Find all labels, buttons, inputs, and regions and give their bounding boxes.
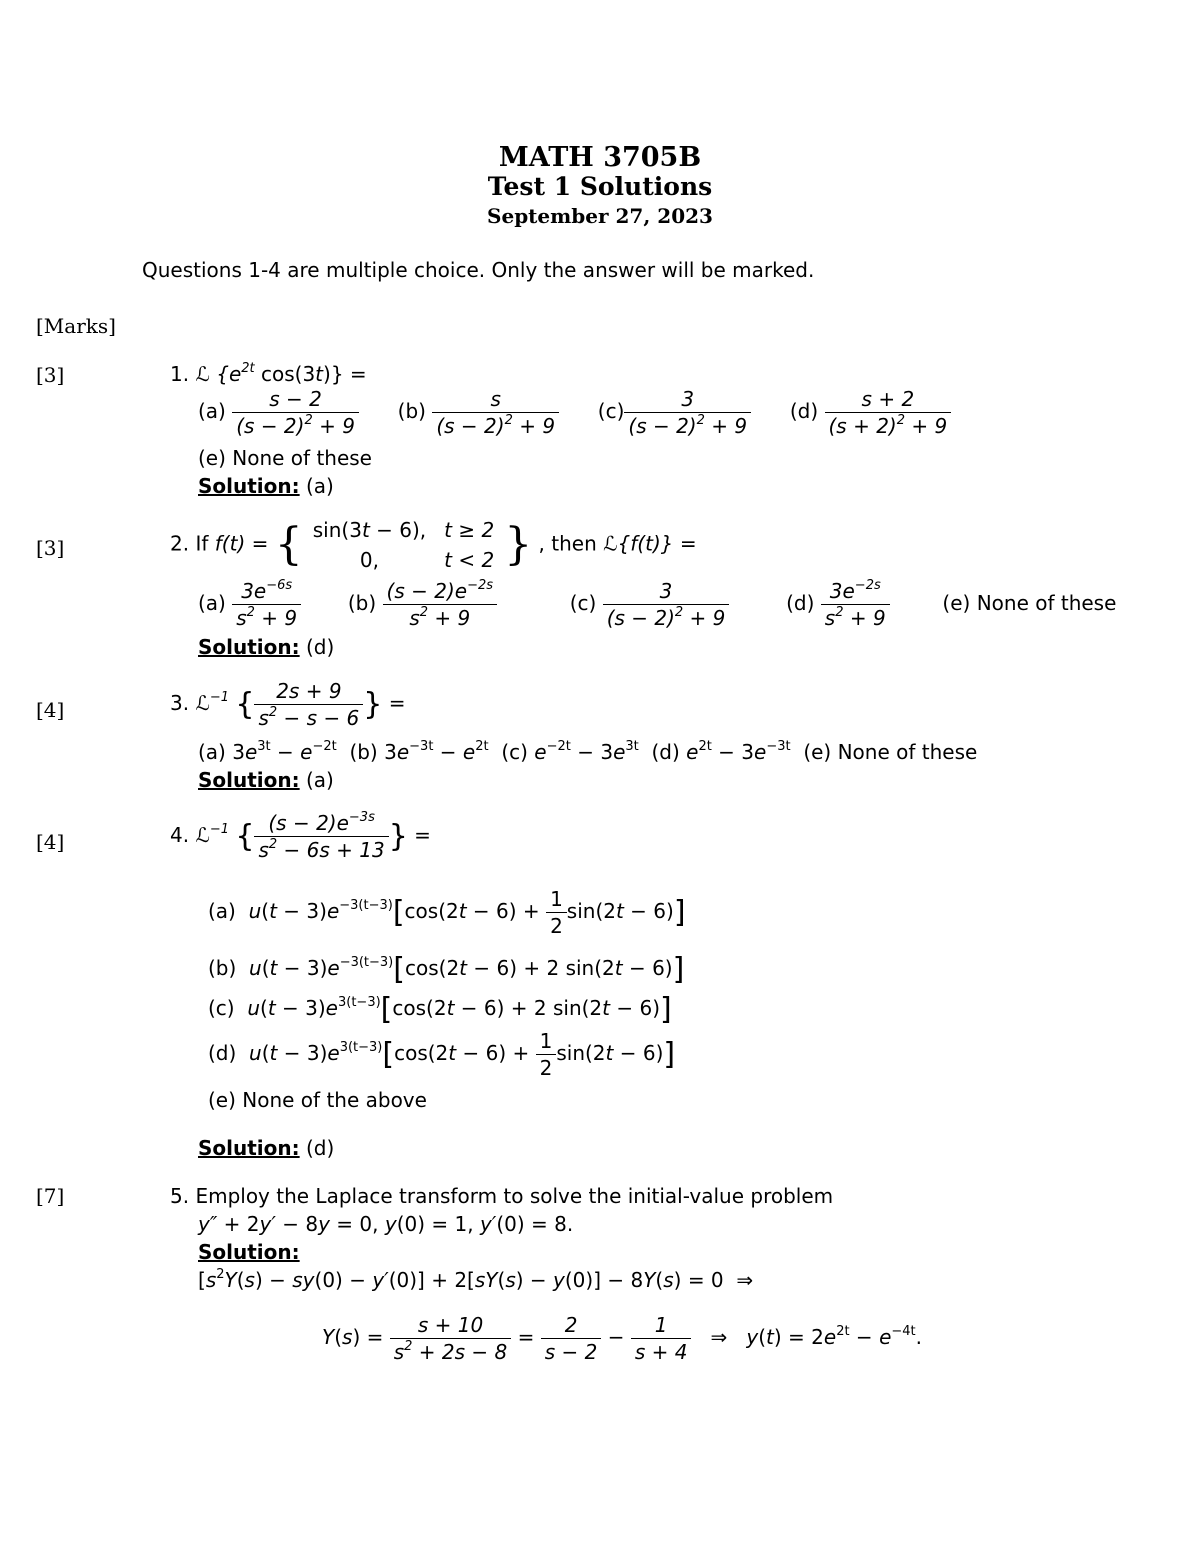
q3-number: 3. bbox=[170, 691, 190, 715]
q2-solution-answer: (d) bbox=[306, 635, 335, 659]
test-title: Test 1 Solutions bbox=[487, 172, 713, 201]
q1-option-d: (d) $\frac{s + 2}{(s + 2)^2 + 9}$ bbox=[790, 399, 951, 423]
q1-option-e: (e) None of these bbox=[198, 446, 372, 470]
q3-option-d: (d) $e^{2t} - 3e^{-3t}$ bbox=[651, 739, 791, 764]
q4-option-b: (b) $u(t - 3)e^{-3(t-3)}[\cos(2t - 6) + 2$ sin(2t − 6)] bbox=[208, 952, 685, 987]
q1-option-b: (b) $\frac{s}{(s - 2)^2 + 9}$ bbox=[398, 399, 559, 423]
q4-option-e: (e) None of the above bbox=[208, 1088, 427, 1112]
q3-option-b: (b) $3e^{-3t} - e^{2t}$ bbox=[349, 739, 489, 764]
q4-question: 4. ℒ$^{-1}$ { $\frac{(s - 2)e^{-3s}}{s^2 - 6s + 13}$ } = bbox=[170, 810, 431, 862]
q2-solution bbox=[198, 635, 334, 659]
q4-solution-answer: (d) bbox=[306, 1136, 335, 1160]
q3-solution-label: Solution: bbox=[198, 768, 300, 792]
q2-then: , then bbox=[538, 531, 597, 556]
q2-option-d: (d) $\frac{3e^{-2s}}{s^2 + 9}$ bbox=[786, 591, 890, 615]
q2-solution-label: Solution: bbox=[198, 635, 300, 659]
q2-option-c: (c) $\frac{3}{(s - 2)^2 + 9}$ bbox=[570, 591, 730, 615]
q1-option-c: (c) $\frac{3}{(s - 2)^2 + 9}$ bbox=[598, 399, 751, 423]
marks-header: [Marks] bbox=[36, 314, 116, 338]
q1-option-a: (a) $\frac{s - 2}{(s - 2)^2 + 9}$ bbox=[198, 399, 359, 423]
q5-solution-label: Solution: bbox=[198, 1240, 300, 1264]
q5-marks: [7] bbox=[36, 1184, 65, 1208]
q4-solution bbox=[198, 1136, 334, 1160]
q1-solution bbox=[198, 474, 334, 498]
q3-solution-answer: (a) bbox=[306, 768, 334, 792]
q5-question bbox=[170, 1184, 833, 1208]
q4-marks: [4] bbox=[36, 830, 65, 854]
q1-question bbox=[170, 362, 367, 386]
q5-transform-step: $[s^2Y(s) - sy(0) - y'(0)] + 2[sY(s) - y(0)] - 8Y(s) = 0$ ⇒ bbox=[198, 1267, 754, 1292]
q5-solution bbox=[198, 1240, 300, 1264]
q3-option-a: (a) $3e^{3t} - e^{-2t}$ bbox=[198, 739, 337, 764]
q2-number: 2. bbox=[170, 531, 190, 556]
q3-option-e: (e) None of these bbox=[803, 740, 978, 764]
q2-option-e: (e) None of these bbox=[942, 591, 1117, 615]
q1-expression: ℒ {$e^{2t}$ cos(3t)} = bbox=[195, 361, 367, 386]
q2-question: 2. If f(t) = { sin(3t − 6), t ≥ 2 0, t < 2 } , then ℒ{f(t)} = bbox=[170, 514, 697, 576]
q2-marks: [3] bbox=[36, 536, 65, 560]
q2-option-b: (b) $\frac{(s - 2)e^{-2s}}{s^2 + 9}$ bbox=[348, 591, 497, 615]
q5-number: 5. bbox=[170, 1184, 190, 1208]
q3-options bbox=[198, 740, 977, 764]
q4-option-a: (a) $u(t - 3)e^{-3(t-3)}[\cos(2t - 6)$ + $\frac{1}{2}$ sin(2t − 6)] bbox=[208, 887, 686, 938]
q4-number: 4. bbox=[170, 823, 190, 847]
instructions: Questions 1-4 are multiple choice. Only the answer will be marked. bbox=[142, 258, 815, 282]
q4-option-d: (d) $u(t - 3)e^{3(t-3)}[\cos(2t - 6)$ + $\frac{1}{2}$ sin(2t − 6)] bbox=[208, 1029, 676, 1080]
q2-option-a: (a) $\frac{3e^{-6s}}{s^2 + 9}$ bbox=[198, 591, 301, 615]
course-title: MATH 3705B bbox=[498, 142, 702, 173]
q2-if: If bbox=[195, 531, 209, 556]
test-date: September 27, 2023 bbox=[487, 204, 713, 228]
q1-marks: [3] bbox=[36, 363, 65, 387]
q5-final-step: Y(s) = $\frac{s + 10}{s^2 + 2s - 8}$ = $\frac{2}{s - 2}$ − $\frac{1}{s + 4}$ ⇒ $y(t) = 2e^{2t} - e^{-4t}$. bbox=[322, 1313, 922, 1364]
q3-solution bbox=[198, 768, 334, 792]
q5-prompt: Employ the Laplace transform to solve the initial-value problem bbox=[195, 1184, 834, 1208]
q3-option-c: (c) $e^{-2t} - 3e^{3t}$ bbox=[501, 739, 639, 764]
q1-number: 1. bbox=[170, 362, 190, 386]
q3-marks: [4] bbox=[36, 698, 65, 722]
q2-piecewise: sin(3t − 6), t ≥ 2 0, t < 2 bbox=[312, 518, 495, 572]
q4-solution-label: Solution: bbox=[198, 1136, 300, 1160]
q3-question: 3. ℒ$^{-1}$ { $\frac{2s + 9}{s^2 - s - 6}$ } = bbox=[170, 679, 406, 730]
q2-options bbox=[198, 578, 1116, 631]
q1-solution-answer: (a) bbox=[306, 474, 334, 498]
q1-options bbox=[198, 386, 951, 439]
q1-solution-label: Solution: bbox=[198, 474, 300, 498]
q4-option-c: (c) $u(t - 3)e^{3(t-3)}[\cos(2t - 6) + 2$ sin(2t − 6)] bbox=[208, 992, 672, 1027]
q5-ivp: y″ + 2y′ − 8y = 0, y(0) = 1, y′(0) = 8. bbox=[198, 1212, 574, 1236]
